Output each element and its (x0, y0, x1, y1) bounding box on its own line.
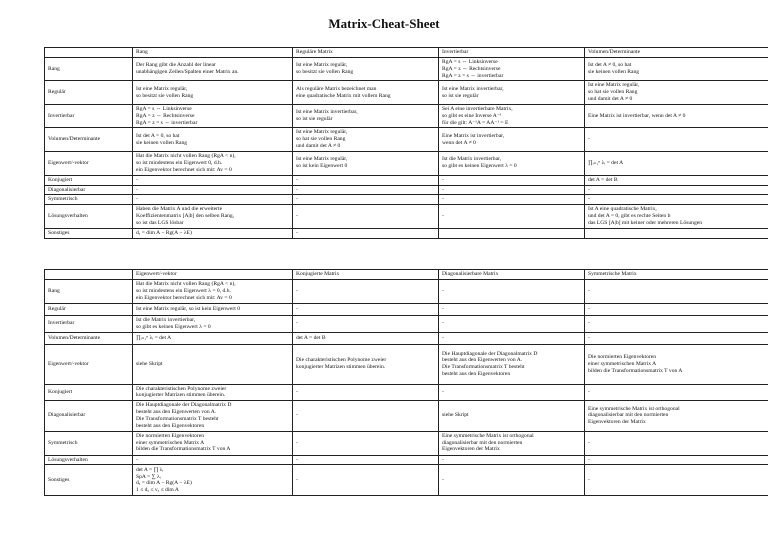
cell-line: Die normierten Eigenvektoren (136, 432, 205, 439)
table-cell (585, 58, 768, 81)
row-label: Invertierbar (45, 316, 133, 333)
cell-line: Eine Matrix ist invertierbar, (442, 132, 505, 139)
table-cell (439, 465, 585, 496)
row-label: Volumen/Determinante (45, 128, 133, 151)
table-cell (133, 185, 293, 195)
table-cell (293, 455, 439, 465)
cell-line: - (296, 412, 298, 419)
table-cell (585, 431, 768, 455)
table-cell (585, 229, 768, 239)
cell-line: 1 ≤ dₐ ≤ vₐ ≤ dim A (136, 487, 179, 494)
cell-line: so hat sie vollen Rang (588, 89, 638, 96)
table-cell (439, 81, 585, 104)
cell-line: dₐ = dim A − Rg(A − λE) (136, 230, 192, 237)
cell-line: so ist sie regulär (442, 92, 479, 99)
table-cell (133, 280, 293, 304)
cell-line: Eigenvektoren der Matrix (588, 419, 646, 426)
column-header: Diagonalisierbare Matrix (439, 270, 585, 280)
cell-line: Die charakteristischen Polynome zweier (296, 357, 387, 364)
cell-line: Ist die Matrix invertierbar, (136, 317, 196, 323)
cell-line: - (442, 213, 444, 220)
table-cell (585, 128, 768, 151)
table-cell (439, 205, 585, 229)
cell-line: RgA = z = s ⇔ invertierbar (442, 72, 504, 79)
table-cell (133, 229, 293, 239)
cell-line: Die charakteristischen Polynome zweier (136, 385, 227, 392)
cell-line: dₐ = dim A − Rg(A − λE) (136, 480, 192, 487)
table-row (45, 104, 768, 127)
cell-line: - (296, 456, 298, 463)
cell-line: Ist det A = 0, so hat (136, 132, 180, 139)
comparison-table-1 (44, 47, 768, 239)
table-cell (293, 431, 439, 455)
cell-line: sie keinen vollen Rang (588, 69, 640, 76)
table-cell (133, 465, 293, 496)
table-row (45, 195, 768, 205)
cell-line: Die Transformationsmatrix T besteht (136, 415, 219, 422)
column-header: Volumen/Determinante (585, 48, 768, 58)
cell-line: - (442, 320, 444, 327)
table-cell (585, 151, 768, 175)
table-cell (293, 81, 439, 104)
table-cell (585, 401, 768, 431)
table-row (45, 465, 768, 496)
table-cell (293, 128, 439, 151)
cell-line: - (296, 213, 298, 220)
table-cell (133, 104, 293, 127)
cell-line: bilden die Transformationsmatrix T von A (136, 446, 231, 453)
column-header (45, 270, 133, 280)
cell-line: einer symmetrischen Matrix A (588, 360, 657, 367)
cell-line: Ist eine Matrix regulär, (588, 82, 640, 89)
table-cell (585, 81, 768, 104)
cell-line: Eine symmetrische Matrix ist orthogonal (442, 432, 534, 439)
cell-line: SpA = ∑ λᵢ (136, 473, 161, 480)
table-cell (293, 185, 439, 195)
cell-line: - (136, 176, 138, 183)
cell-line: diagonalisierbar mit den normierten (588, 412, 669, 419)
table-row (45, 304, 768, 316)
cell-line: - (442, 476, 444, 483)
cell-line: Hat die Matrix nicht vollen Rang (RgA < n), (136, 153, 236, 160)
cell-line: Ist die Matrix invertierbar, (442, 156, 502, 163)
table-cell (133, 151, 293, 175)
cell-line: - (588, 456, 590, 463)
table-cell (585, 185, 768, 195)
cell-line: RgA = s ⇔ Linksinverse (442, 59, 498, 65)
cell-line: - (442, 196, 444, 203)
cell-line: so besitzt sie vollen Rang (136, 92, 194, 99)
table-cell (133, 304, 293, 316)
cell-line: det A = det B (296, 334, 326, 341)
cell-line: - (588, 320, 590, 327)
cell-line: das LGS [A|b] mit keiner oder mehreren Lösungen (588, 220, 703, 227)
table-cell (133, 384, 293, 401)
cell-line: Ist eine Matrix regulär, (136, 85, 188, 92)
cell-line: Die Hauptdiagonale der Diagonalmatrix D (136, 402, 232, 409)
cell-line: - (296, 439, 298, 446)
row-label: Diagonalisierbar (45, 401, 133, 431)
table-cell (133, 316, 293, 333)
table-row (45, 185, 768, 195)
row-label: Symmetrisch (45, 431, 133, 455)
row-label: Konjugiert (45, 175, 133, 185)
cell-line: det A = ∏ λᵢ (136, 466, 164, 473)
cell-line: Der Rang gibt die Anzahl der linear (136, 62, 216, 69)
table-cell (133, 58, 293, 81)
cell-line: Ist eine Matrix regulär, (296, 129, 348, 136)
cell-line: - (588, 476, 590, 483)
cell-line: - (588, 196, 590, 203)
cell-line: und damit det A ≠ 0 (296, 142, 341, 149)
row-label: Symmetrisch (45, 195, 133, 205)
table-cell (293, 104, 439, 127)
cell-line: - (296, 389, 298, 396)
cell-line: Ist eine Matrix invertierbar, (296, 109, 358, 116)
cell-line: und damit det A ≠ 0 (588, 96, 633, 103)
row-label: Eigenwert/-vektor (45, 344, 133, 384)
cell-line: so ist das LGS lösbar (136, 220, 184, 227)
cell-line: ∏ᵢ₌₁ⁿ λᵢ = det A (136, 334, 172, 341)
cell-line: Die Transformationsmatrix T besteht (442, 364, 525, 371)
table-cell (585, 104, 768, 127)
table-row (45, 205, 768, 229)
table-cell (133, 431, 293, 455)
cell-line: det A = det B (588, 176, 618, 183)
column-header: Eigenwert/-vektor (133, 270, 293, 280)
cell-line: - (442, 176, 444, 183)
row-label: Volumen/Determinante (45, 332, 133, 344)
table-cell (133, 81, 293, 104)
table-cell (293, 465, 439, 496)
cell-line: - (588, 288, 590, 295)
table-cell (293, 195, 439, 205)
table-row (45, 455, 768, 465)
cell-line: - (296, 186, 298, 193)
cell-line: bilden die Transformationsmatrix T von A (588, 367, 683, 374)
cell-line: Eine symmetrische Matrix ist orthogonal (588, 405, 680, 412)
cell-line: besteht aus den Eigenvektoren (442, 370, 511, 377)
table-cell (585, 304, 768, 316)
table-cell (293, 229, 439, 239)
cell-line: so ist mindestens ein Eigenwert λ = 0, d.h. (136, 288, 231, 295)
table-cell (439, 431, 585, 455)
column-header (45, 48, 133, 58)
cell-line: - (136, 186, 138, 193)
cell-line: sie keinen vollen Rang (136, 139, 188, 146)
cell-line: so gibt es keinen Eigenwert λ = 0 (136, 323, 211, 330)
row-label: Invertierbar (45, 104, 133, 127)
cell-line: ∏ᵢ₌₁ⁿ λᵢ = det A (588, 159, 624, 166)
cell-line: Sei A eine invertierbare Matrix, (442, 105, 513, 112)
table-cell (439, 175, 585, 185)
table-cell (585, 280, 768, 304)
row-label: Lösungsverhalten (45, 455, 133, 465)
table-cell (293, 332, 439, 344)
table-cell (439, 280, 585, 304)
table-cell (439, 332, 585, 344)
table-cell (439, 344, 585, 384)
cell-line: siehe Skript (136, 360, 163, 367)
table-row (45, 229, 768, 239)
cell-line: Haben die Matrix A und die erweiterte (136, 206, 223, 213)
cell-line: - (442, 389, 444, 396)
cell-line: - (442, 186, 444, 193)
table-row (45, 280, 768, 304)
table-cell (293, 316, 439, 333)
table-cell (585, 332, 768, 344)
table-cell (439, 195, 585, 205)
column-header: Konjugierte Matrix (293, 270, 439, 280)
cell-line: so hat sie vollen Rang (296, 136, 346, 143)
table-cell (439, 185, 585, 195)
row-label: Rang (45, 280, 133, 304)
cell-line: besteht aus den Eigenvektoren (136, 422, 205, 429)
column-header: Symmetrische Matrix (585, 270, 768, 280)
table-cell (293, 151, 439, 175)
cell-line: Als reguläre Matrix bezeichnet man (296, 85, 377, 92)
cell-line: - (442, 334, 444, 341)
cell-line: konjugierter Matrizen stimmen überein. (296, 364, 386, 371)
cell-line: - (588, 136, 590, 143)
table-cell (293, 175, 439, 185)
table-cell (133, 401, 293, 431)
cell-line: so ist mindestens ein Eigenwert 0, d.h. (136, 159, 223, 166)
cell-line: - (442, 288, 444, 295)
cell-line: Ist A eine quadratische Matrix, (588, 206, 657, 213)
comparison-table-2 (44, 269, 768, 496)
table-cell (439, 151, 585, 175)
column-header: Reguläre Matrix (293, 48, 439, 58)
cell-line: Ist eine Matrix invertierbar, (442, 85, 504, 92)
table-cell (439, 401, 585, 431)
column-header: Rang (133, 48, 293, 58)
cell-line: besteht aus den Eigenwerten von A. (136, 409, 217, 416)
cell-line: RgA = z ⇔ Rechtsinverse (442, 65, 501, 72)
table-row (45, 316, 768, 333)
table-row (45, 175, 768, 185)
table-row (45, 151, 768, 175)
table-cell (585, 205, 768, 229)
row-label: Konjugiert (45, 384, 133, 401)
table-cell (133, 195, 293, 205)
page-title: Matrix-Cheat-Sheet (328, 16, 440, 31)
table-cell (585, 455, 768, 465)
cell-line: Ist eine Matrix regulär, so ist kein Eigenwert 0 (136, 306, 241, 313)
cell-line: - (588, 389, 590, 396)
cell-line: Die Hauptdiagonale der Diagonalmatrix D (442, 350, 538, 357)
table-cell (293, 401, 439, 431)
cell-line: besteht aus den Eigenwerten von A. (442, 357, 523, 364)
table-cell (293, 205, 439, 229)
cell-line: - (442, 456, 444, 463)
table-cell (439, 316, 585, 333)
table-cell (585, 316, 768, 333)
cell-line: - (296, 196, 298, 203)
table-row (45, 344, 768, 384)
cell-line: Die normierten Eigenvektoren (588, 353, 657, 360)
cell-line: unabhängigen Zeilen/Spalten einer Matrix an. (136, 69, 239, 76)
cell-line: Koeffizientenmatrix [A|b] den selben Rang, (136, 213, 235, 220)
table-cell (293, 384, 439, 401)
table-cell (585, 175, 768, 185)
cell-line: - (296, 230, 298, 237)
column-header: Invertierbar (439, 48, 585, 58)
cell-line: Eine Matrix ist invertierbar, wenn det A ≠ 0 (588, 112, 686, 119)
row-label: Regulär (45, 304, 133, 316)
row-label: Diagonalisierbar (45, 185, 133, 195)
cell-line: und det A = 0, gibt es rechte Seiten b (588, 213, 671, 220)
cell-line: - (136, 456, 138, 463)
table-row (45, 332, 768, 344)
table-cell (439, 104, 585, 127)
table-row (45, 81, 768, 104)
table-cell (585, 195, 768, 205)
table-cell (133, 175, 293, 185)
cell-line: ein Eigenvektor berechnet sich mit: Av = 0 (136, 166, 232, 173)
cell-line: RgA = s ⇔ Linksinverse (136, 105, 192, 112)
table-cell (585, 384, 768, 401)
cell-line: - (588, 334, 590, 341)
table-cell (439, 384, 585, 401)
row-label: Sonstiges (45, 465, 133, 496)
cell-line: - (588, 186, 590, 193)
row-label: Rang (45, 58, 133, 81)
cell-line: so ist kein Eigenwert 0 (296, 163, 348, 170)
cell-line: ein Eigenvektor berechnet sich mit: Av = 0 (136, 294, 232, 301)
row-label: Regulär (45, 81, 133, 104)
table-cell (293, 280, 439, 304)
cell-line: so ist sie regulär (296, 116, 333, 123)
cell-line: - (442, 306, 444, 313)
table-row (45, 401, 768, 431)
cell-line: RgA = z ⇔ Rechtsinverse (136, 112, 195, 119)
row-label: Lösungsverhalten (45, 205, 133, 229)
table-cell (293, 344, 439, 384)
cell-line: konjugierter Matrizen stimmen überein. (136, 392, 226, 399)
cell-line: Ist det A ≠ 0, so hat (588, 62, 632, 69)
table-cell (133, 344, 293, 384)
table-cell (133, 205, 293, 229)
cell-line: so gibt es keinen Eigenwert λ = 0 (442, 163, 517, 170)
cell-line: Eigenvektoren der Matrix (442, 446, 500, 453)
row-label: Sonstiges (45, 229, 133, 239)
cell-line: - (588, 306, 590, 313)
table-row (45, 128, 768, 151)
cell-line: - (296, 476, 298, 483)
table-cell (439, 229, 585, 239)
cell-line: - (136, 196, 138, 203)
cell-line: - (296, 320, 298, 327)
row-label: Eigenwert/-vektor (45, 151, 133, 175)
cell-line: so besitzt sie vollen Rang (296, 69, 354, 76)
cell-line: - (296, 306, 298, 313)
cell-line: Ist eine Matrix regulär, (296, 62, 348, 69)
table-cell (293, 58, 439, 81)
cell-line: diagonalisierbar mit den normierten (442, 439, 523, 446)
cell-line: so gibt es eine Inverse A⁻¹ (442, 112, 502, 119)
table-cell (585, 344, 768, 384)
table-row (45, 431, 768, 455)
cell-line: - (296, 288, 298, 295)
cell-line: wenn det A ≠ 0 (442, 139, 476, 146)
table-cell (439, 455, 585, 465)
table-cell (585, 465, 768, 496)
cell-line: für die gilt: A⁻¹A = AA⁻¹ = E (442, 119, 509, 126)
table-header-row (45, 270, 768, 280)
table-cell (439, 58, 585, 81)
table-row (45, 384, 768, 401)
cell-line: einer symmetrischen Matrix A (136, 439, 205, 446)
table-cell (133, 455, 293, 465)
cell-line: Hat die Matrix nicht vollen Rang (RgA < n), (136, 281, 236, 288)
table-cell (133, 332, 293, 344)
table-row (45, 58, 768, 81)
cell-line: - (296, 176, 298, 183)
table-cell (439, 128, 585, 151)
cell-line: - (588, 439, 590, 446)
table-cell (439, 304, 585, 316)
cell-line: Ist eine Matrix regulär, (296, 156, 348, 163)
table-cell (293, 304, 439, 316)
cell-line: RgA = z = s ⇔ invertierbar (136, 119, 198, 126)
cell-line: eine quadratische Matrix mit vollem Rang (296, 92, 391, 99)
table-header-row (45, 48, 768, 58)
table-cell (133, 128, 293, 151)
cell-line: siehe Skript (442, 412, 469, 419)
